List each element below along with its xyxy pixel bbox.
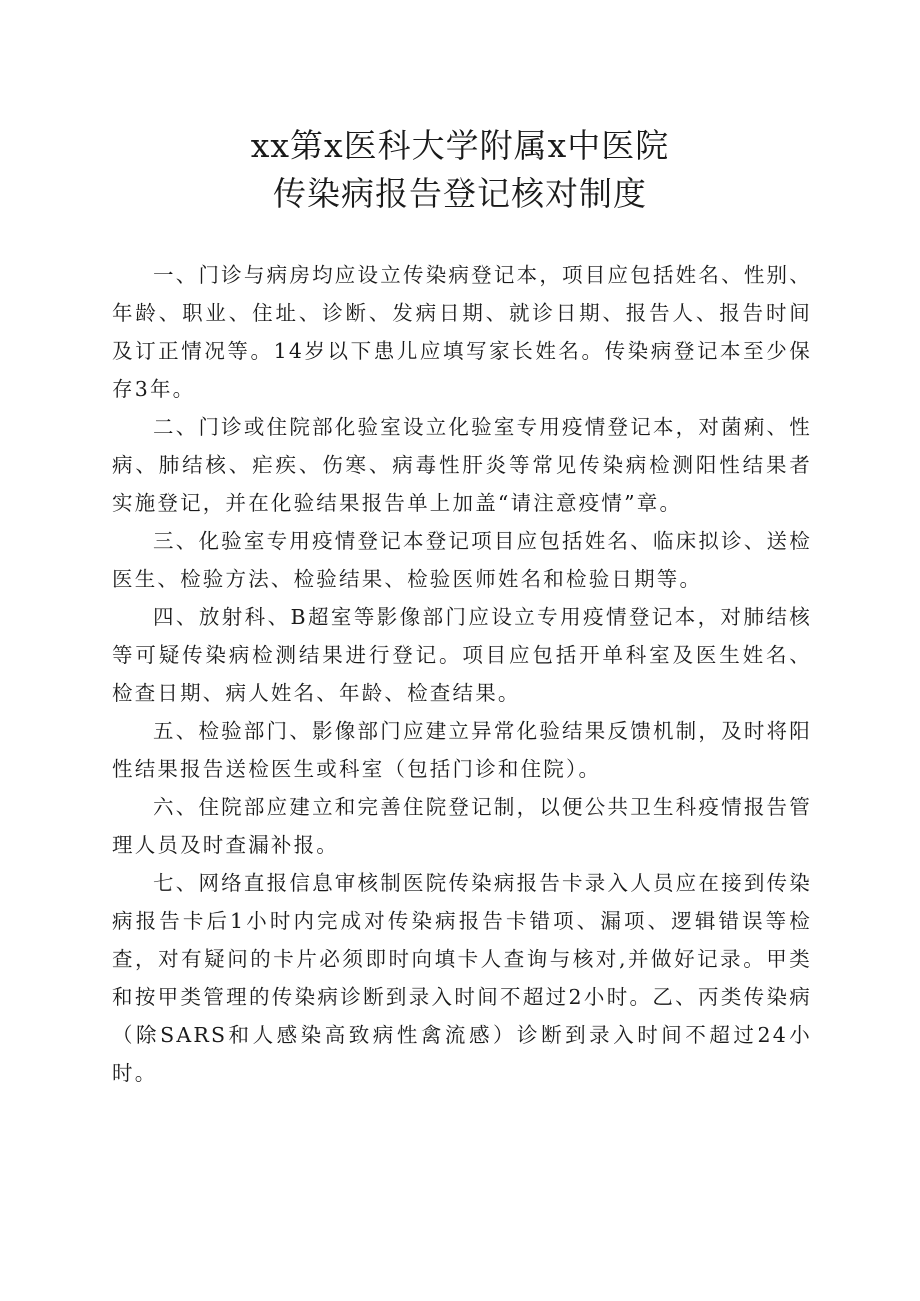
paragraph-7: 七、网络直报信息审核制医院传染病报告卡录入人员应在接到传染病报告卡后1小时内完成对传染病报告卡错项、漏项、逻辑错误等检查，对有疑问的卡片必须即时向填卡人查询与核对,并做好记录。甲类和按甲类管理的传染病诊断到录入时间不超过2小时。乙、丙类传染病（除SARS和人感染高致病性禽流感）诊断到录入时间不超过24小时。 (112, 871, 812, 1085)
document-body (112, 256, 812, 1092)
paragraph-2: 二、门诊或住院部化验室设立化验室专用疫情登记本，对菌痢、性病、肺结核、疟疾、伤寒、病毒性肝炎等常见传染病检测阳性结果者实施登记，并在化验结果报告单上加盖“请注意疫情”章。 (112, 415, 812, 515)
document-title (0, 122, 920, 218)
paragraph-3: 三、化验室专用疫情登记本登记项目应包括姓名、临床拟诊、送检医生、检验方法、检验结果、检验医师姓名和检验日期等。 (112, 529, 812, 591)
paragraph-6: 六、住院部应建立和完善住院登记制，以便公共卫生科疫情报告管理人员及时查漏补报。 (112, 795, 812, 857)
paragraph-1: 一、门诊与病房均应设立传染病登记本，项目应包括姓名、性别、年龄、职业、住址、诊断、发病日期、就诊日期、报告人、报告时间及订正情况等。14岁以下患儿应填写家长姓名。传染病登记本至少保存3年。 (112, 263, 812, 401)
hospital-name-title: xx第x医科大学附属x中医院 (250, 126, 670, 165)
regulation-title: 传染病报告登记核对制度 (273, 174, 647, 213)
paragraph-4: 四、放射科、B超室等影像部门应设立专用疫情登记本，对肺结核等可疑传染病检测结果进行登记。项目应包括开单科室及医生姓名、检查日期、病人姓名、年龄、检查结果。 (112, 605, 812, 705)
paragraph-5: 五、检验部门、影像部门应建立异常化验结果反馈机制，及时将阳性结果报告送检医生或科室（包括门诊和住院）。 (112, 719, 812, 781)
